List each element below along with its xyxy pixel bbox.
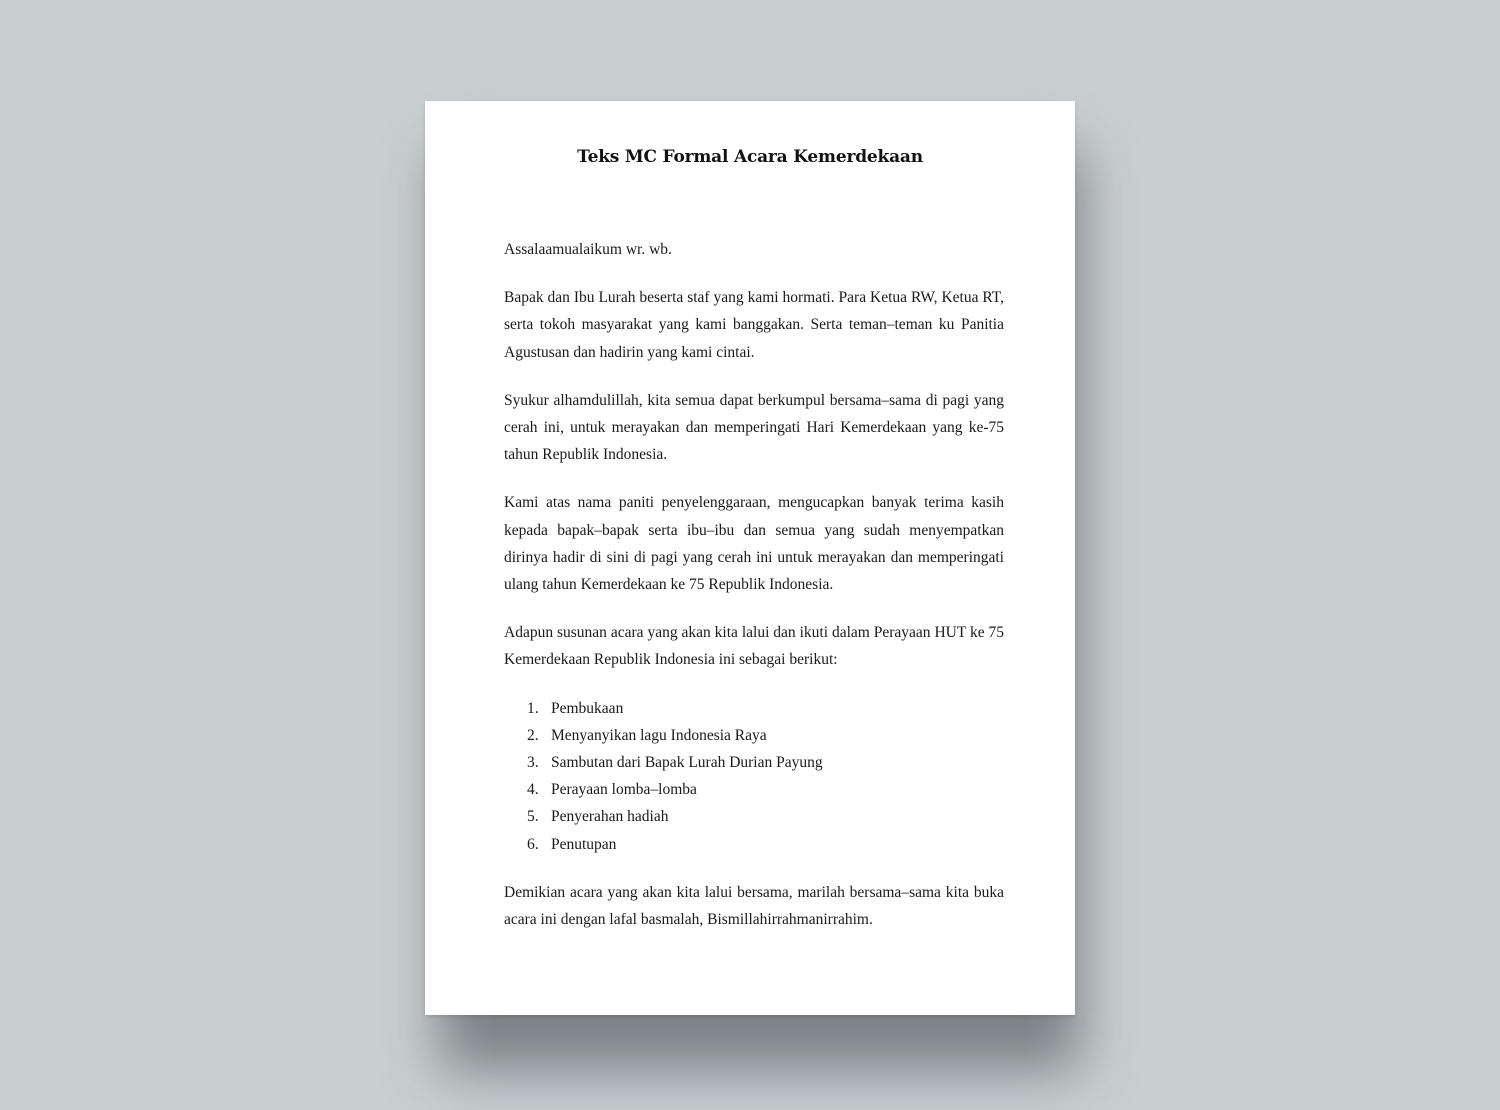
- greeting-paragraph: Assalaamualaikum wr. wb.: [504, 241, 672, 258]
- salutation-paragraph: Bapak dan Ibu Lurah beserta staf yang kami hormati. Para Ketua RW, Ketua RT, serta tokoh masyarakat yang kami banggakan. Serta teman–teman ku Panitia Agustusan dan hadirin yang kami cintai.: [504, 289, 1004, 361]
- document-body: [504, 236, 1004, 954]
- gratitude-paragraph: Syukur alhamdulillah, kita semua dapat berkumpul bersama–sama di pagi yang cerah ini, untuk merayakan dan memperingati Hari Kemerdekaan yang ke-75 tahun Republik Indonesia.: [504, 391, 1004, 464]
- agenda-item: [527, 803, 1004, 830]
- agenda-item: [527, 831, 1004, 858]
- agenda-item-text: Pembukaan: [551, 699, 624, 717]
- agenda-item-number: 4.: [527, 781, 539, 799]
- agenda-item-text: Perayaan lomba–lomba: [551, 781, 697, 799]
- agenda-item: [527, 749, 1004, 776]
- agenda-item: [527, 776, 1004, 803]
- thanks-paragraph: Kami atas nama paniti penyelenggaraan, mengucapkan banyak terima kasih kepada bapak–bapak serta ibu–ibu dan semua yang sudah menyempatkan dirinya hadir di sini di pagi yang cerah ini untuk merayakan dan memperingati ulang tahun Kemerdekaan ke 75 Republik Indonesia.: [504, 494, 1004, 594]
- agenda-item-number: 2.: [527, 726, 539, 744]
- closing-paragraph: Demikian acara yang akan kita lalui bersama, marilah bersama–sama kita buka acara ini dengan lafal basmalah, Bismillahirrahmanirrahim.: [504, 883, 1004, 929]
- document-title: Teks MC Formal Acara Kemerdekaan: [577, 147, 923, 167]
- agenda-item-text: Penutupan: [551, 835, 617, 853]
- agenda-item-text: Penyerahan hadiah: [551, 808, 669, 826]
- agenda-item-number: 5.: [527, 808, 539, 826]
- agenda-item-number: 6.: [527, 835, 539, 853]
- agenda-list: [504, 695, 1004, 858]
- agenda-item-number: 1.: [527, 699, 539, 717]
- agenda-item: [527, 722, 1004, 749]
- agenda-item-text: Menyanyikan lagu Indonesia Raya: [551, 726, 767, 744]
- agenda-item-number: 3.: [527, 754, 539, 772]
- agenda-item: [527, 695, 1004, 722]
- document-page: [425, 101, 1075, 1015]
- agenda-intro-paragraph: Adapun susunan acara yang akan kita lalui dan ikuti dalam Perayaan HUT ke 75 Kemerdekaan Republik Indonesia ini sebagai berikut:: [504, 624, 1004, 669]
- agenda-item-text: Sambutan dari Bapak Lurah Durian Payung: [551, 754, 823, 772]
